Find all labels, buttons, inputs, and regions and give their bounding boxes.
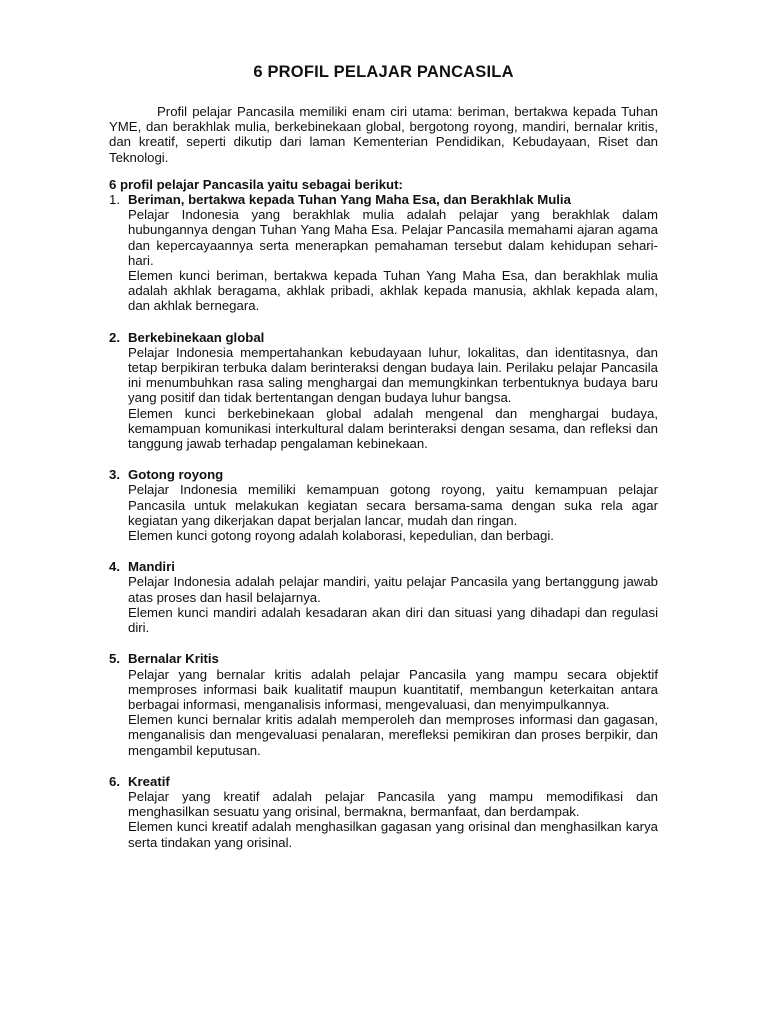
document-title: 6 PROFIL PELAJAR PANCASILA (253, 63, 514, 81)
section-number: 6. (109, 773, 120, 789)
section-paragraph: Elemen kunci beriman, bertakwa kepada Tuhan Yang Maha Esa, dan berakhlak mulia adalah akhlak beragama, akhlak pribadi, akhlak kepada manusia, akhlak kepada alam, dan akhlak bernegara. (128, 268, 658, 314)
section-title: Beriman, bertakwa kepada Tuhan Yang Maha Esa, dan Berakhlak Mulia (128, 192, 571, 208)
document-page (109, 62, 658, 866)
section-number: 4. (109, 559, 120, 575)
list-heading: 6 profil pelajar Pancasila yaitu sebagai berikut: (109, 176, 403, 192)
section-heading (109, 467, 658, 482)
section-paragraph: Elemen kunci kreatif adalah menghasilkan gagasan yang orisinal dan menghasilkan karya serta tindakan yang orisinal. (128, 819, 658, 850)
section-berkebinekaan (109, 330, 658, 452)
section-body (109, 207, 658, 313)
section-paragraph: Pelajar Indonesia mempertahankan kebudayaan luhur, lokalitas, dan identitasnya, dan tetap berpikiran terbuka dalam berinteraksi dengan budaya lain. Perilaku pelajar Pancasila ini menumbuhkan rasa saling menghargai dan memungkinkan terbentuknya budaya baru yang positif dan tidak bertentangan dengan budaya luhur bangsa. (128, 344, 658, 406)
section-heading (109, 330, 658, 345)
intro-paragraph: Profil pelajar Pancasila memiliki enam ciri utama: beriman, bertakwa kepada Tuhan YME, dan berakhlak mulia, berkebinekaan global, bergotong royong, mandiri, bernalar kritis, dan kreatif, seperti dikutip dari laman Kementerian Pendidikan, Kebudayaan, Riset dan Teknologi. (109, 104, 658, 165)
section-paragraph: Elemen kunci gotong royong adalah kolaborasi, kepedulian, dan berbagi. (128, 528, 554, 544)
section-number: 5. (109, 651, 120, 667)
section-body (109, 482, 658, 543)
section-title: Berkebinekaan global (128, 329, 265, 345)
section-kreatif (109, 774, 658, 850)
section-paragraph: Pelajar yang kreatif adalah pelajar Pancasila yang mampu memodifikasi dan menghasilkan sesuatu yang orisinal, bermakna, bermanfaat, dan berdampak. (128, 788, 658, 820)
section-paragraph: Pelajar Indonesia yang berakhlak mulia adalah pelajar yang berakhlak dalam hubungannya dengan Tuhan Yang Maha Esa. Pelajar Pancasila memahami ajaran agama dan kepercayaannya serta menerapkan pemahaman tersebut dalam kehidupan sehari-hari. (128, 207, 658, 268)
section-mandiri (109, 559, 658, 635)
section-number: 3. (109, 467, 120, 483)
section-heading (109, 651, 658, 666)
section-title: Mandiri (128, 559, 175, 575)
section-paragraph: Pelajar Indonesia adalah pelajar mandiri, yaitu pelajar Pancasila yang bertanggung jawab atas proses dan hasil belajarnya. (128, 574, 658, 605)
section-heading (109, 559, 658, 574)
section-paragraph: Elemen kunci bernalar kritis adalah memperoleh dan memproses informasi dan gagasan, menganalisis dan mengevaluasi penalaran, merefleksi pemikiran dan proses berpikir, dan mengambil keputusan. (128, 712, 658, 758)
section-bernalar-kritis (109, 651, 658, 757)
section-paragraph: Pelajar yang bernalar kritis adalah pelajar Pancasila yang mampu secara objektif memproses informasi baik kualitatif maupun kuantitatif, membangun keterkaitan antara berbagai informasi, menganalisis informasi, mengevaluasi, dan menyimpulkannya. (128, 666, 658, 712)
section-heading (109, 192, 658, 207)
section-paragraph: Elemen kunci berkebinekaan global adalah mengenal dan menghargai budaya, kemampuan komunikasi interkultural dalam berinteraksi dengan sesama, dan refleksi dan tanggung jawab terhadap pengalaman kebinekaan. (128, 405, 658, 452)
section-title: Gotong royong (128, 467, 224, 483)
section-number: 2. (109, 329, 120, 345)
section-paragraph: Pelajar Indonesia memiliki kemampuan gotong royong, yaitu kemampuan pelajar Pancasila untuk melakukan kegiatan secara bersama-sama dengan suka rela agar kegiatan yang dikerjakan dapat berjalan lancar, mudah dan ringan. (128, 482, 658, 528)
section-number: 1. (109, 192, 120, 208)
section-body (109, 574, 658, 635)
section-gotong-royong (109, 467, 658, 543)
section-body (109, 789, 658, 850)
section-beriman (109, 192, 658, 314)
section-body (109, 345, 658, 451)
section-title: Kreatif (128, 773, 170, 789)
section-title: Bernalar Kritis (128, 651, 219, 667)
section-paragraph: Elemen kunci mandiri adalah kesadaran akan diri dan situasi yang dihadapi dan regulasi diri. (128, 604, 658, 636)
section-body (109, 667, 658, 758)
section-heading (109, 774, 658, 789)
